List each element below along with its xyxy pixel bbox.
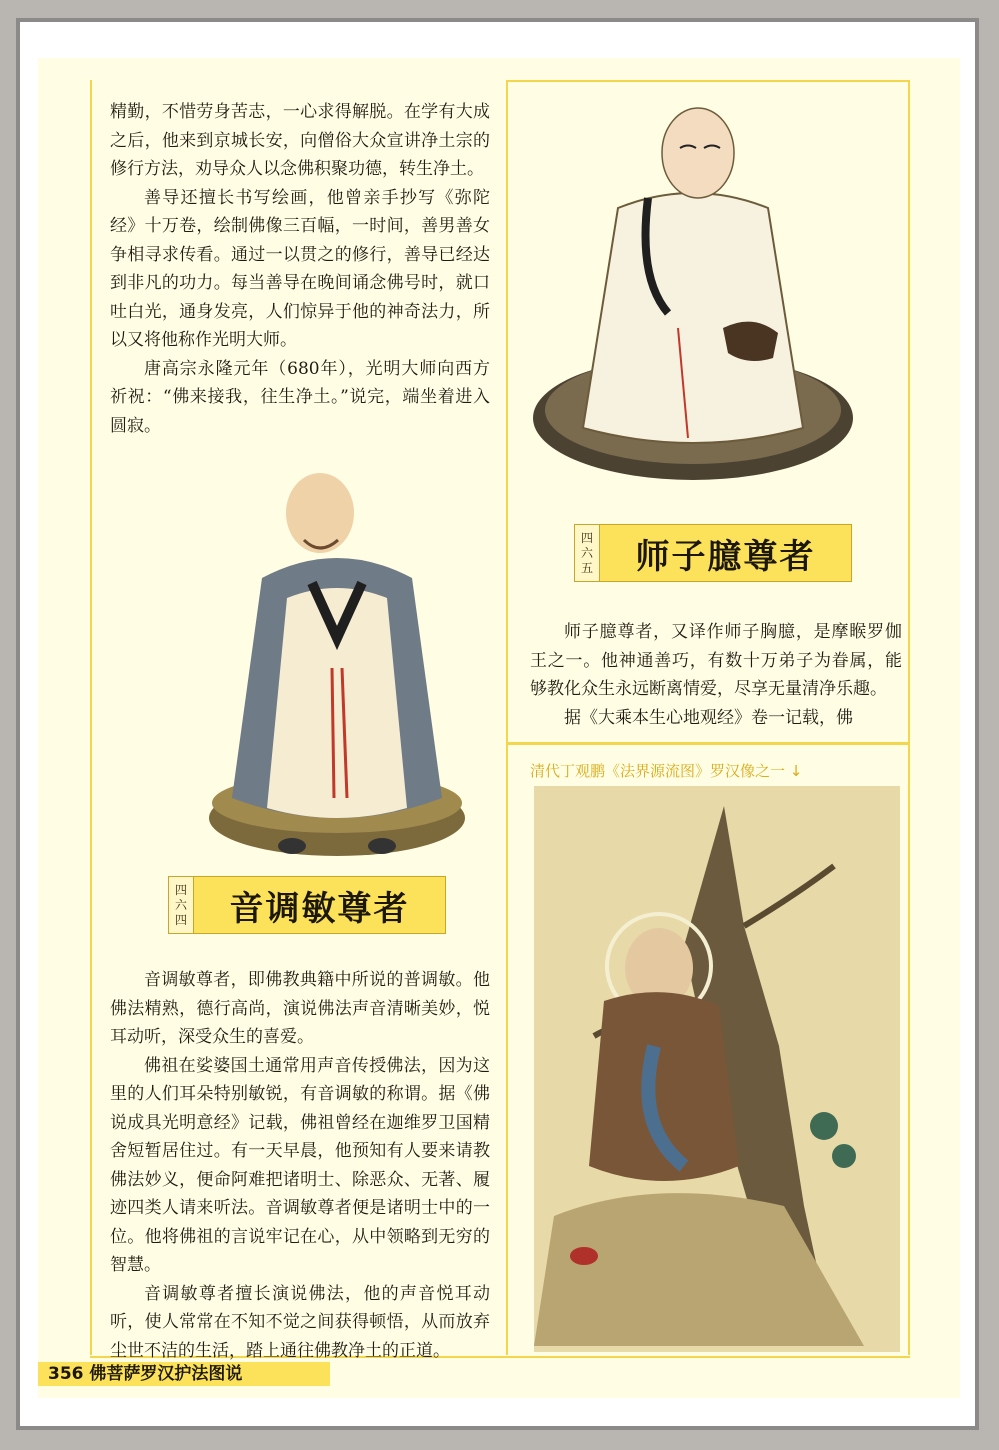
section-title-text: 师子臆尊者	[635, 536, 816, 577]
qing-arhat-painting	[534, 786, 900, 1352]
column-rule-right	[908, 80, 910, 1355]
body-paragraph: 据《大乘本生心地观经》卷一记载，佛	[564, 707, 853, 728]
section-number-char: 四	[174, 912, 187, 927]
column-rule-center	[506, 80, 508, 1355]
section-title-465	[574, 524, 852, 582]
arhat-yindiaomin-illustration	[192, 468, 482, 868]
intro-paragraph: 唐高宗永隆元年（680年），光明大师向西方祈祝：“佛来接我，往生净土。”说完，端坐着进入圆寂。	[110, 358, 490, 436]
section-number	[575, 525, 600, 581]
intro-paragraph: 精勤，不惜劳身苦志，一心求得解脱。在学有大成之后，他来到京城长安，向僧俗大众宣讲净土宗的修行方法，劝导众人以念佛积聚功德，转生净土。	[110, 102, 490, 179]
painting-caption: 清代丁观鹏《法界源流图》罗汉像之一 ↓	[530, 762, 803, 780]
section-number-char: 五	[580, 560, 593, 575]
left-intro-text	[110, 98, 490, 440]
section-number-char: 四	[174, 882, 187, 897]
head	[662, 108, 734, 198]
arhat-shiziyi-illustration	[528, 98, 858, 498]
page-footer: 356 佛菩萨罗汉护法图说	[38, 1362, 330, 1386]
body-paragraph: 佛祖在娑婆国土通常用声音传授佛法，因为这里的人们耳朵特别敏锐，有音调敏的称谓。据《佛说成具光明意经》记载，佛祖曾经在迦维罗卫国精舍短暂居住过。有一天早晨，他预知有人要来请教佛法妙义，便命阿难把诸明士、除恶众、无著、履迹四类人请来听法。音调敏尊者便是诸明士中的一位。他将佛祖的言说牢记在心，从中领略到无穷的智慧。	[110, 1055, 490, 1275]
top-rule	[506, 80, 910, 82]
section-number	[169, 877, 194, 933]
body-paragraph: 师子臆尊者，又译作师子胸臆，是摩睺罗伽王之一。他神通善巧，有数十万弟子为眷属，能够教化众生永远断离情爱，尽享无量清净乐趣。	[530, 622, 902, 699]
section-title-text: 音调敏尊者	[229, 888, 410, 929]
section-number-char: 六	[580, 545, 593, 560]
left-body-text	[110, 966, 490, 1365]
caption-rule	[506, 742, 910, 745]
robe	[583, 193, 803, 443]
column-rule-left	[90, 80, 92, 1355]
head	[286, 473, 354, 553]
body-paragraph: 音调敏尊者擅长演说佛法，他的声音悦耳动听，使人常常在不知不觉之间获得顿悟，从而放弃尘世不洁的生活，踏上通往佛教净土的正道。	[110, 1283, 490, 1361]
intro-paragraph: 善导还擅长书写绘画，他曾亲手抄写《弥陀经》十万卷，绘制佛像三百幅，一时间，善男善女争相寻求传看。通过一以贯之的修行，善导已经达到非凡的功力。每当善导在晚间诵念佛号时，就口吐白光，通身发亮，人们惊异于他的神奇法力，所以又将他称作光明大师。	[110, 187, 490, 350]
section-number-char: 六	[174, 897, 187, 912]
body-paragraph: 音调敏尊者，即佛教典籍中所说的普调敏。他佛法精熟，德行高尚，演说佛法声音清晰美妙，悦耳动听，深受众生的喜爱。	[110, 970, 490, 1047]
section-title-464	[168, 876, 446, 934]
inner-robe	[267, 588, 407, 818]
section-number-char: 四	[580, 530, 593, 545]
right-body-text	[530, 618, 902, 732]
